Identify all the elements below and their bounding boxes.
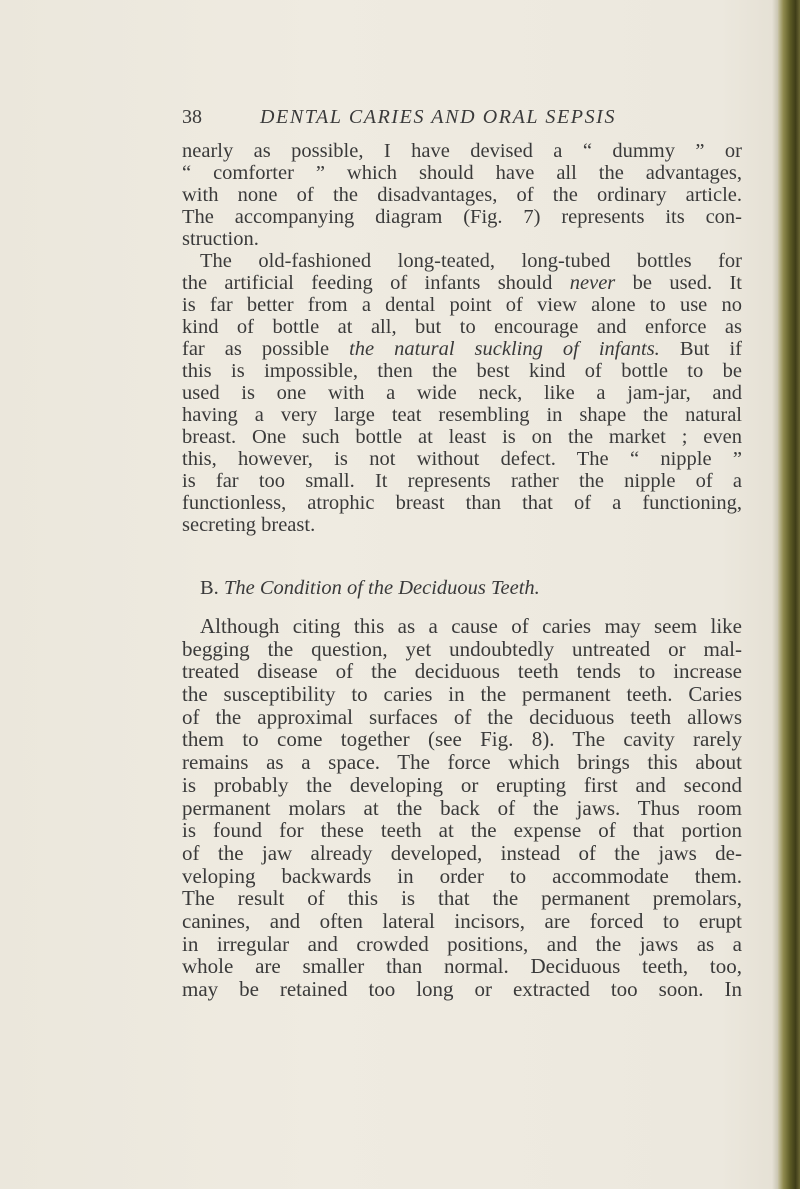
text-run: But if xyxy=(659,338,742,360)
text-line: this, however, is not without defect. The “ nipple ” xyxy=(182,448,742,470)
running-title: DENTAL CARIES AND ORAL SEPSIS xyxy=(260,106,617,128)
book-binding-edge xyxy=(778,0,800,1189)
section-label: B. xyxy=(200,577,219,599)
text-line: the susceptibility to caries in the permanent teeth. Caries xyxy=(182,682,742,707)
text-line: of the jaw already developed, instead of the jaws de- xyxy=(182,840,742,865)
emphasis-natural-suckling: the natural suckling of infants. xyxy=(349,338,660,360)
text-line: is found for these teeth at the expense of that portion xyxy=(182,818,742,843)
text-line: “ comforter ” which should have all the advantages, xyxy=(182,162,742,184)
body-text-upper xyxy=(182,140,742,536)
text-line: canines, and often lateral incisors, are forced to erupt xyxy=(182,908,742,933)
page-number: 38 xyxy=(182,106,202,128)
emphasis-never: never xyxy=(569,272,616,294)
text-line: nearly as possible, I have devised a “ dummy ” or xyxy=(182,140,742,162)
text-run: the artificial feeding of infants should xyxy=(182,272,570,294)
text-line: kind of bottle at all, but to encourage and enforce as xyxy=(182,316,742,338)
section-heading xyxy=(200,577,540,600)
text-line: struction. xyxy=(182,228,259,250)
text-line: The accompanying diagram (Fig. 7) represents its con- xyxy=(182,206,742,228)
text-line: whole are smaller than normal. Deciduous teeth, too, xyxy=(182,954,742,979)
text-line: permanent molars at the back of the jaws. Thus room xyxy=(182,795,742,820)
text-line: treated disease of the deciduous teeth tends to increase xyxy=(182,659,742,684)
text-line: is far better from a dental point of view alone to use no xyxy=(182,294,742,316)
text-line: functionless, atrophic breast than that of a functioning, xyxy=(182,492,742,514)
text-line: The result of this is that the permanent premolars, xyxy=(182,886,742,911)
body-text-lower xyxy=(182,615,742,1001)
text-line: this is impossible, then the best kind of bottle to be xyxy=(182,360,742,382)
text-line: in irregular and crowded positions, and the jaws as a xyxy=(182,931,742,956)
text-line: is far too small. It represents rather the nipple of a xyxy=(182,470,742,492)
text-line: remains as a space. The force which brings this about xyxy=(182,750,742,775)
text-run: be used. It xyxy=(615,272,742,294)
text-line: having a very large teat resembling in shape the natural xyxy=(182,404,742,426)
text-line: is probably the developing or erupting first and second xyxy=(182,772,742,797)
text-line: Although citing this as a cause of caries may seem like xyxy=(200,614,742,638)
text-line: veloping backwards in order to accommodate them. xyxy=(182,863,742,888)
text-line: them to come together (see Fig. 8). The cavity rarely xyxy=(182,727,742,752)
text-line: of the approximal surfaces of the deciduous teeth allows xyxy=(182,704,742,729)
text-line: The old-fashioned long-teated, long-tubed bottles for xyxy=(200,250,742,272)
text-line: breast. One such bottle at least is on the market ; even xyxy=(182,426,742,448)
text-line: begging the question, yet undoubtedly untreated or mal- xyxy=(182,636,742,661)
text-line xyxy=(182,338,742,360)
text-line: may be retained too long or extracted too soon. In xyxy=(182,977,742,1001)
section-title: The Condition of the Deciduous Teeth. xyxy=(223,577,540,599)
text-line xyxy=(182,272,742,294)
running-header xyxy=(182,106,742,136)
text-line: secreting breast. xyxy=(182,514,316,536)
text-line: used is one with a wide neck, like a jam-jar, and xyxy=(182,382,742,404)
text-line: with none of the disadvantages, of the ordinary article. xyxy=(182,184,742,206)
text-run: far as possible xyxy=(182,338,350,360)
